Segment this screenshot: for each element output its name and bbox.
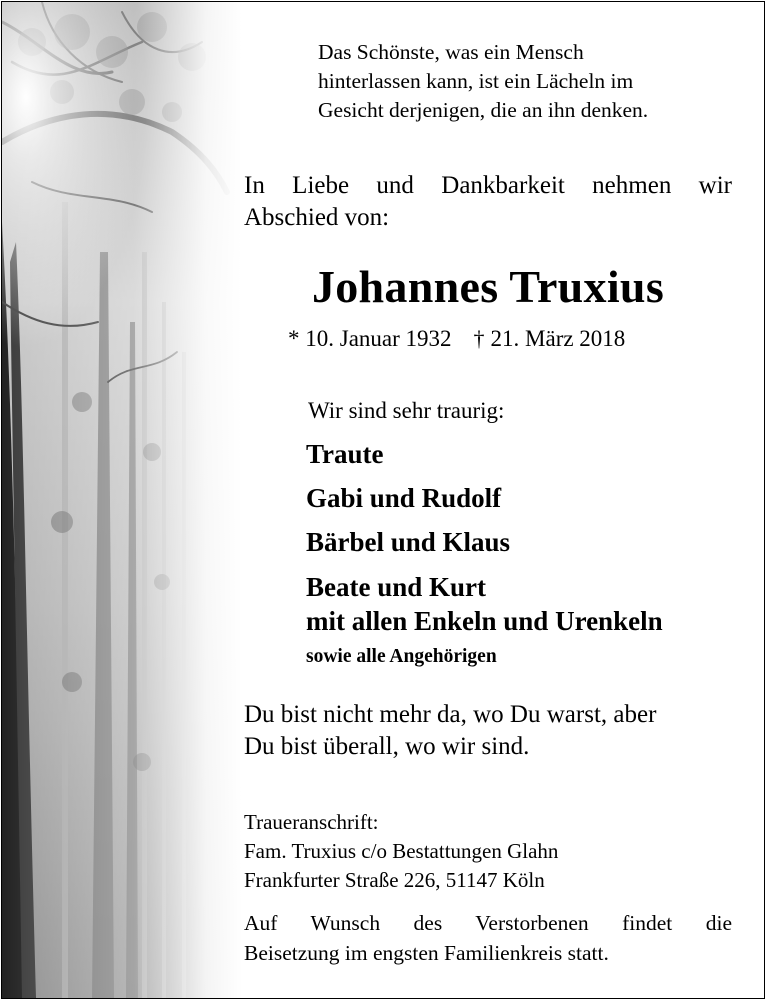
address-line: Frankfurter Straße 226, 51147 Köln (244, 868, 545, 892)
mourner-name: Gabi und Rudolf (306, 483, 502, 513)
life-dates (288, 324, 625, 354)
obituary-notice (1, 1, 765, 999)
quote-line: Das Schönste, was ein Mensch (318, 40, 584, 64)
intro-text (244, 170, 732, 234)
mourners-list (306, 432, 663, 638)
birth-date: * 10. Januar 1932 (288, 326, 452, 351)
mourners-label: Wir sind sehr traurig: (308, 398, 505, 423)
forest-photo (2, 2, 242, 998)
mourning-address (244, 808, 732, 895)
address-label: Traueranschrift: (244, 810, 379, 834)
quote-line: hinterlassen kann, ist ein Lächeln im (318, 69, 634, 93)
mourner-name: Beate und Kurt (306, 572, 487, 602)
mourner-name: Bärbel und Klaus (306, 527, 511, 557)
burial-note (244, 908, 732, 968)
cross-icon: † (473, 326, 485, 351)
intro-line: In Liebe und Dankbarkeit nehmen wir (244, 172, 732, 199)
verse-line: Du bist überall, wo wir sind. (244, 733, 530, 760)
note-line: Auf Wunsch des Verstorbenen findet die (244, 911, 732, 935)
mourner-name: mit allen Enkeln und Urenkeln (306, 606, 663, 636)
mourner-name: Traute (306, 439, 384, 469)
note-line: Beisetzung im engsten Familienkreis statt. (244, 941, 609, 965)
deceased-name: Johannes Truxius (311, 261, 665, 312)
verse-line: Du bist nicht mehr da, wo Du warst, aber (244, 701, 657, 728)
death-date: 21. März 2018 (490, 326, 626, 351)
other-relatives: sowie alle Angehörigen (306, 646, 497, 667)
quote-line: Gesicht derjenigen, die an ihn denken. (318, 98, 649, 122)
address-line: Fam. Truxius c/o Bestattungen Glahn (244, 839, 559, 863)
memorial-quote (318, 38, 738, 125)
notice-text (244, 2, 732, 998)
intro-line: Abschied von: (244, 204, 390, 231)
verse (244, 699, 732, 763)
